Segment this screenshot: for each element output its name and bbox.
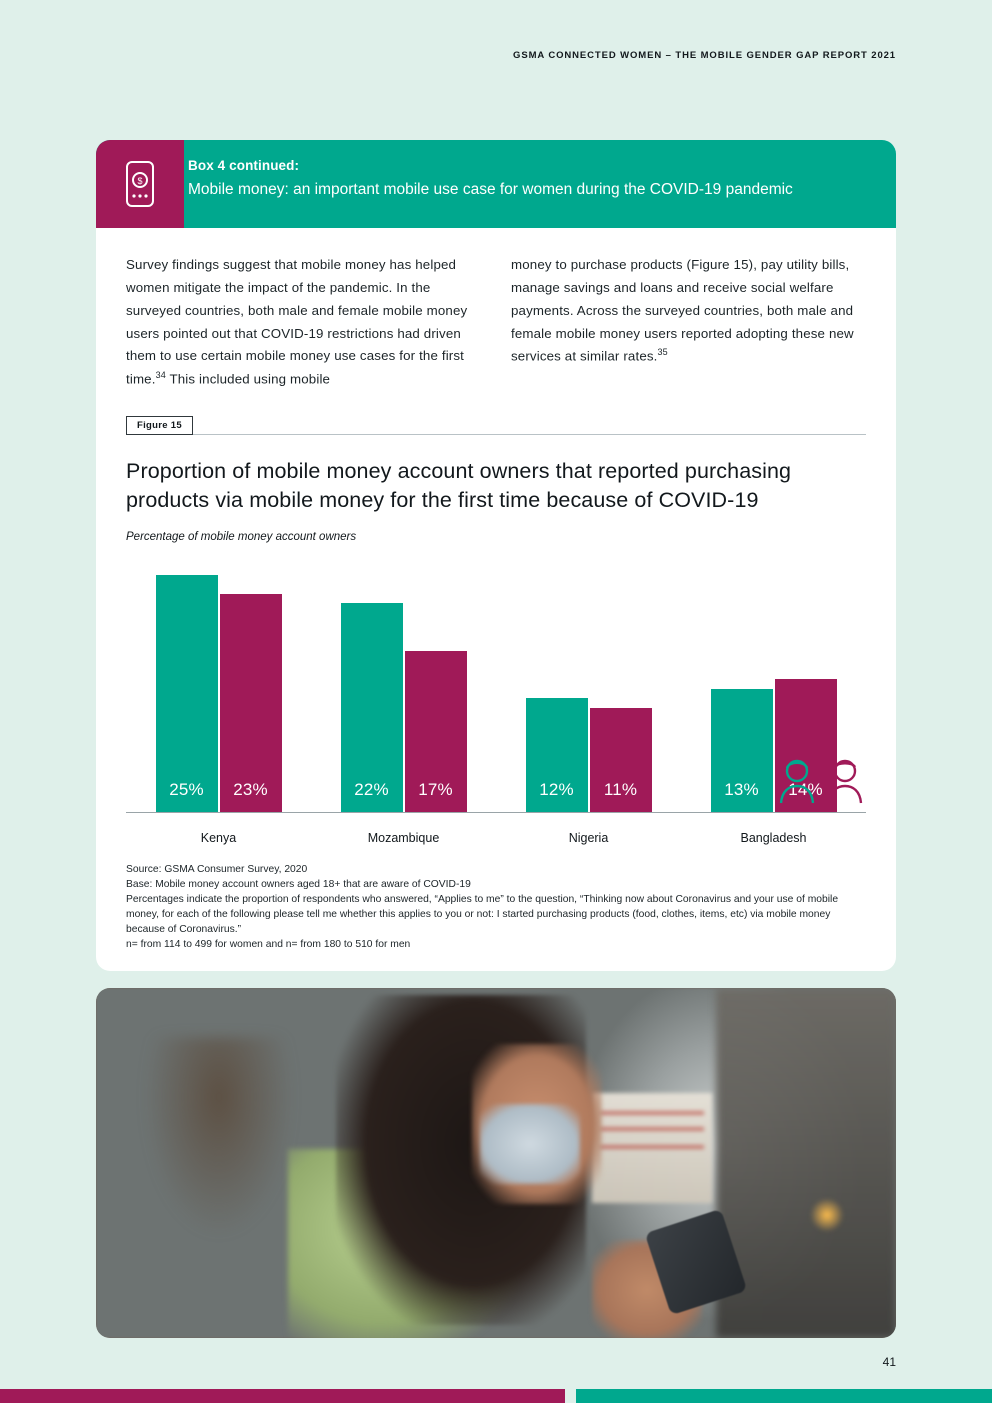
- box-icon-container: [96, 140, 184, 228]
- legend-gender-icons: [778, 757, 864, 805]
- chart-category-label: Bangladesh: [740, 831, 807, 846]
- chart-bar-men-mozambique: [405, 651, 467, 812]
- chart-bar-group: [126, 557, 311, 812]
- bar-chart: [126, 557, 866, 857]
- chart-bar-women-nigeria: [526, 698, 588, 812]
- chart-bar-value-label: 12%: [539, 779, 574, 799]
- chart-category-label: Mozambique: [367, 831, 440, 846]
- footer-bar-magenta: [0, 1389, 565, 1403]
- chart-bar-women-kenya: [156, 575, 218, 812]
- chart-bar-men-kenya: [220, 594, 282, 812]
- chart-bar-women-mozambique: [341, 603, 403, 812]
- chart-bar-men-nigeria: [590, 708, 652, 812]
- chart-category-label: Nigeria: [568, 831, 609, 846]
- svg-text:$: $: [137, 176, 143, 186]
- figure-tag: Figure 15: [126, 416, 193, 435]
- chart-bar-value-label: 25%: [169, 779, 204, 799]
- body-columns: [96, 228, 896, 398]
- box-header: [96, 140, 896, 228]
- chart-bar-value-label: 11%: [603, 779, 638, 799]
- body-column-right: [511, 254, 866, 392]
- chart-bar-group: [311, 557, 496, 812]
- chart-category-labels: [126, 831, 866, 845]
- running-head: GSMA CONNECTED WOMEN – THE MOBILE GENDER GAP REPORT 2021: [513, 50, 896, 61]
- box-title: Mobile money: an important mobile use case for women during the COVID-19 pandemic: [188, 181, 793, 198]
- body-column-left: [126, 254, 481, 392]
- woman-icon: [778, 757, 816, 805]
- chart-bar-value-label: 13%: [724, 779, 759, 799]
- chart-bar-value-label: 23%: [233, 779, 268, 799]
- chart-baseline: [126, 812, 866, 813]
- chart-bar-group: [496, 557, 681, 812]
- figure-notes: Source: GSMA Consumer Survey, 2020 Base: Mobile money account owners aged 18+ that are aware of COVID-19 Percentages indicate the proportion of respondents who answered, “Applies to me” to the question, “Thinking now about Coronavirus and your use of mobile money, for each of the following please tell me whether this applies to you or not: I started purchasing products (food, clothes, items, etc) via mobile money because of Coronavirus.” n= from 114 to 499 for women and n= from 180 to 510 for men: [126, 864, 839, 951]
- man-icon: [826, 757, 864, 805]
- page-number: 41: [882, 1355, 896, 1369]
- chart-bar-groups: [126, 557, 866, 812]
- figure-tag-row: [126, 414, 866, 435]
- chart-bar-women-bangladesh: [711, 689, 773, 812]
- chart-bar-value-label: 17%: [418, 779, 453, 799]
- chart-category-label: Kenya: [200, 831, 237, 846]
- box-header-text: [184, 140, 817, 219]
- footnote-ref-34: 34: [155, 370, 166, 381]
- footer-bar: [0, 1389, 992, 1403]
- body-text-1: Survey findings suggest that mobile money has helped women mitigate the impact of the pandemic. In the surveyed countries, both male and female mobile money users pointed out that COVID-19 restrictions had driven them to use certain mobile money use cases for the first time.: [126, 257, 468, 387]
- body-text-1-after: This included using mobile: [165, 371, 331, 387]
- footer-bar-teal: [576, 1389, 992, 1403]
- body-text-2: money to purchase products (Figure 15), pay utility bills, manage savings and loans and receive social welfare payments. Across the surveyed countries, both male and female mobile money users reported adopting these new services at similar rates.: [511, 257, 854, 364]
- footnote-ref-35: 35: [657, 347, 668, 358]
- chart-bar-value-label: 22%: [354, 779, 389, 799]
- chart-title: Proportion of mobile money account owners that reported purchasing products via mobile money for the first time because of COVID-19: [126, 458, 792, 513]
- chart-subtitle: Percentage of mobile money account owners: [126, 531, 357, 544]
- content-card: [96, 140, 896, 971]
- photo-woman-using-phone: [96, 988, 896, 1338]
- box-continued-label: Box 4 continued:: [188, 158, 300, 173]
- mobile-money-phone-icon: [123, 160, 157, 208]
- chart-bar-value-label: 14%: [788, 779, 823, 799]
